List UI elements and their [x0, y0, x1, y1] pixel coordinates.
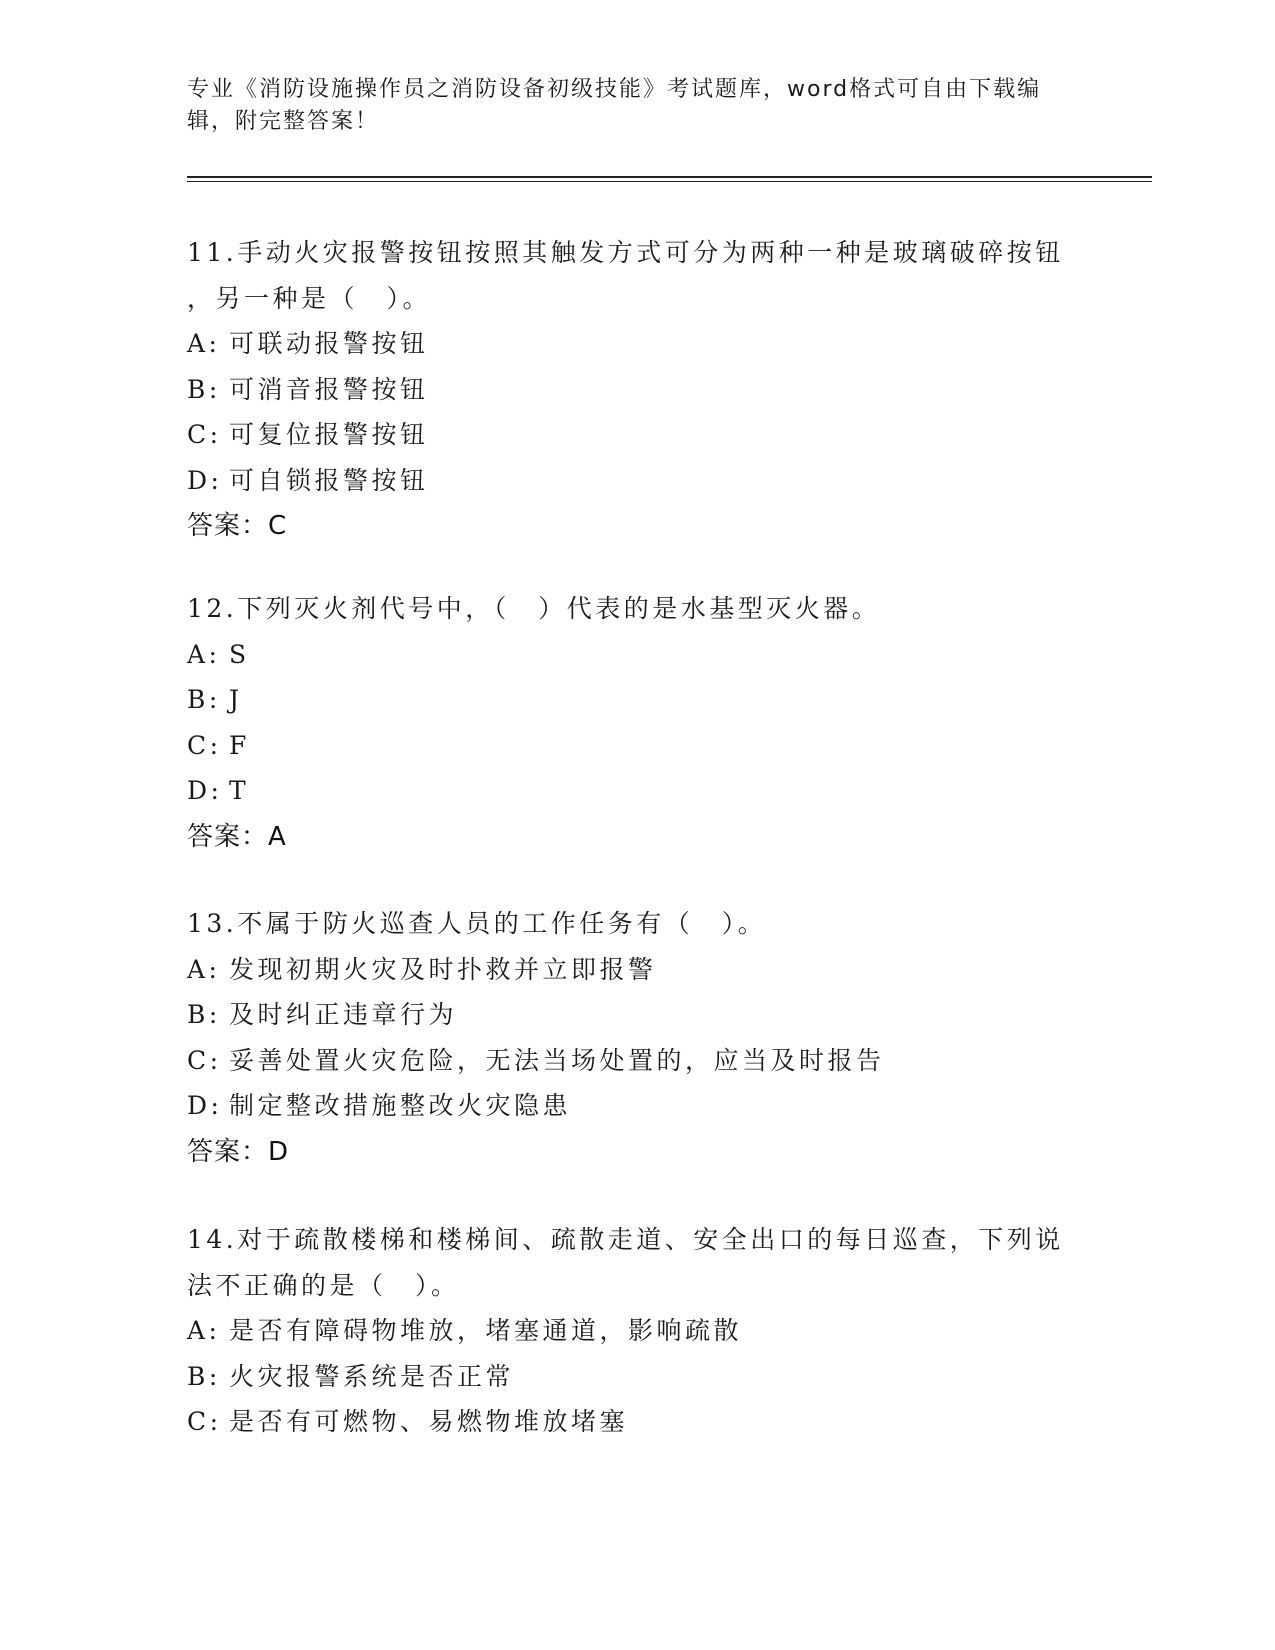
- option-c: [187, 412, 1087, 458]
- option-text: 发现初期火灾及时扑救并立即报警: [229, 954, 657, 984]
- option-text: 火灾报警系统是否正常: [229, 1361, 515, 1391]
- answer-line: 答案：D: [187, 1136, 290, 1167]
- option-b: [187, 677, 1087, 723]
- option-text: 可复位报警按钮: [229, 420, 429, 449]
- option-letter: C:: [187, 1407, 222, 1436]
- option-text: J: [229, 685, 243, 714]
- option-text: S: [229, 639, 250, 669]
- option-a: [187, 947, 1087, 993]
- option-text: 制定整改措施整改火灾隐患: [229, 1091, 572, 1120]
- option-letter: B:: [187, 374, 221, 404]
- option-letter: A:: [187, 954, 221, 984]
- option-letter: D:: [187, 776, 223, 805]
- option-letter: C:: [187, 730, 222, 760]
- header-line-2: 辑，附完整答案！: [187, 109, 380, 134]
- option-a: [187, 1308, 1087, 1354]
- option-c: [187, 1038, 1087, 1084]
- question-stem-line-1: 12.下列灭火剂代号中，（ ）代表的是水基型灭火器。: [187, 594, 881, 623]
- option-letter: A:: [187, 329, 221, 358]
- option-letter: C:: [187, 420, 222, 449]
- question-13: [187, 901, 1087, 1175]
- option-letter: D:: [187, 465, 223, 495]
- answer-line: 答案：A: [187, 821, 287, 852]
- header-divider-top: [187, 176, 1152, 178]
- option-text: 可消音报警按钮: [229, 374, 429, 404]
- option-letter: B:: [187, 685, 221, 714]
- option-b: [187, 1354, 1087, 1400]
- option-text: 可自锁报警按钮: [229, 465, 429, 495]
- option-text: 是否有障碍物堆放，堵塞通道，影响疏散: [229, 1316, 743, 1345]
- option-letter: D:: [187, 1091, 223, 1120]
- question-stem-line-2: 法不正确的是（ ）。: [187, 1270, 460, 1300]
- option-text: 可联动报警按钮: [229, 329, 429, 358]
- option-letter: A:: [187, 639, 221, 669]
- option-letter: B:: [187, 1000, 221, 1029]
- answer-line: 答案：C: [187, 511, 288, 541]
- question-11: [187, 230, 1087, 549]
- header-line-1: 专业《消防设施操作员之消防设备初级技能》考试题库，word格式可自由下载编: [187, 77, 1042, 102]
- option-c: [187, 1399, 1087, 1445]
- question-stem-line-1: 13.不属于防火巡查人员的工作任务有（ ）。: [187, 909, 767, 938]
- option-text: F: [229, 730, 250, 760]
- option-text: 是否有可燃物、易燃物堆放堵塞: [229, 1407, 629, 1436]
- option-text: 妥善处置火灾危险，无法当场处置的，应当及时报告: [229, 1045, 885, 1075]
- option-letter: A:: [187, 1316, 221, 1345]
- question-stem-line-1: 11.手动火灾报警按钮按照其触发方式可分为两种一种是玻璃破碎按钮: [187, 238, 1064, 267]
- option-letter: B:: [187, 1361, 221, 1391]
- header-divider-bottom: [187, 181, 1152, 182]
- option-c: [187, 723, 1087, 769]
- option-d: [187, 1083, 1087, 1129]
- question-12: [187, 586, 1087, 860]
- document-header: [187, 74, 1067, 138]
- question-14: [187, 1217, 1087, 1445]
- option-d: [187, 458, 1087, 504]
- question-stem-line-1: 14.对于疏散楼梯和楼梯间、疏散走道、安全出口的每日巡查，下列说: [187, 1225, 1064, 1254]
- question-stem-line-2: ，另一种是（ ）。: [187, 283, 432, 313]
- option-a: [187, 321, 1087, 367]
- option-a: [187, 632, 1087, 678]
- option-text: T: [229, 776, 250, 805]
- option-text: 及时纠正违章行为: [229, 1000, 458, 1029]
- option-b: [187, 992, 1087, 1038]
- option-d: [187, 768, 1087, 814]
- option-b: [187, 367, 1087, 413]
- option-letter: C:: [187, 1045, 222, 1075]
